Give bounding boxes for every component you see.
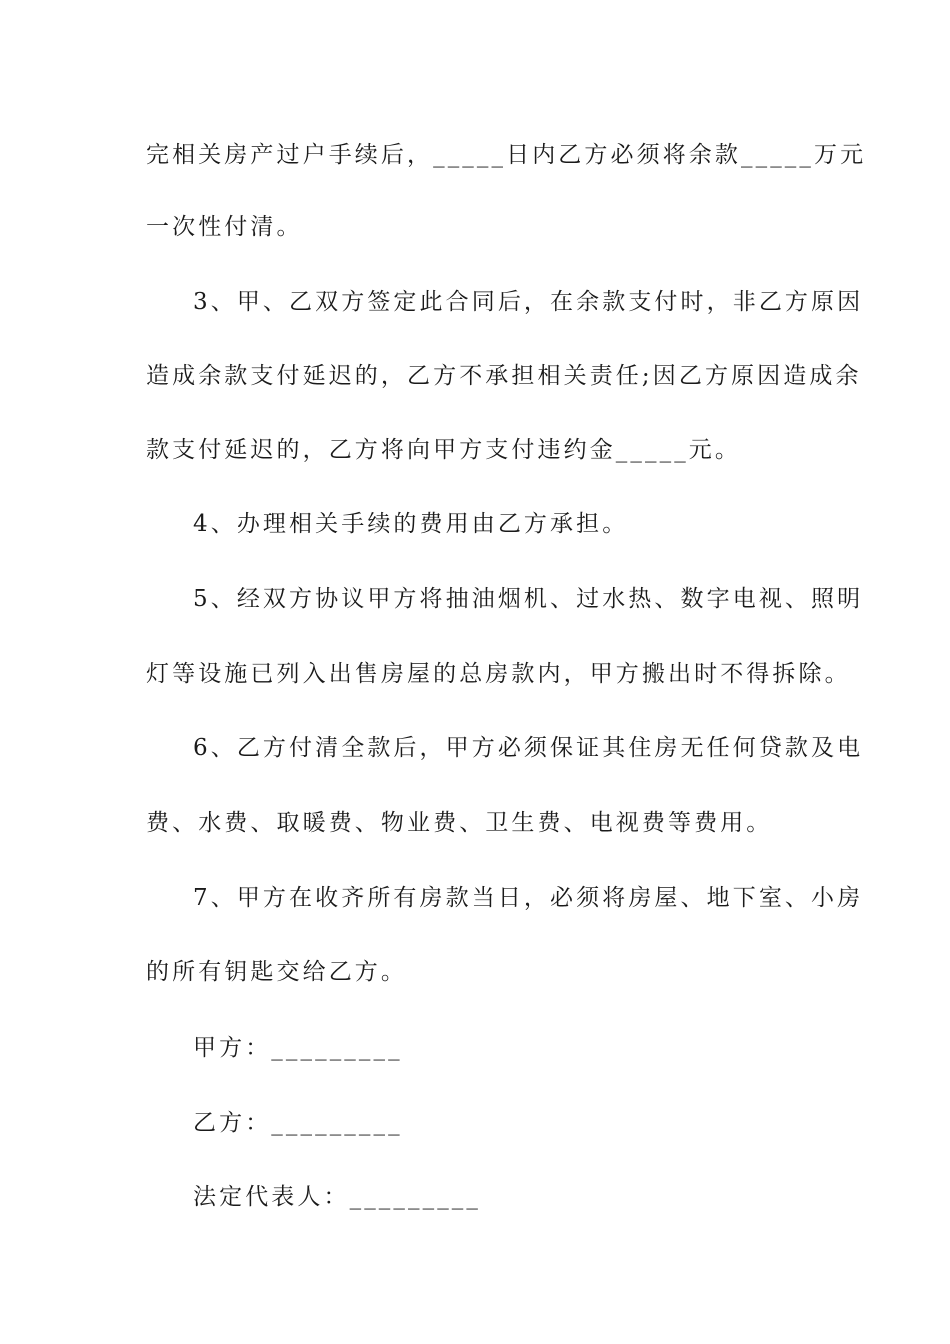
paragraph-line: 一次性付清。 (146, 214, 303, 240)
paragraph-line: 款支付延迟的，乙方将向甲方支付违约金_____元。 (146, 437, 741, 463)
paragraph-line: 7、甲方在收齐所有房款当日，必须将房屋、地下室、小房 (193, 885, 864, 911)
signature-legal-representative: 法定代表人：_________ (193, 1184, 481, 1210)
paragraph-line: 灯等设施已列入出售房屋的总房款内，甲方搬出时不得拆除。 (146, 661, 851, 687)
paragraph-line: 6、乙方付清全款后，甲方必须保证其住房无任何贷款及电 (193, 735, 864, 761)
paragraph-line: 4、办理相关手续的费用由乙方承担。 (193, 511, 629, 537)
signature-party-a: 甲方：_________ (193, 1035, 403, 1061)
paragraph-line: 的所有钥匙交给乙方。 (146, 959, 407, 985)
paragraph-line: 造成余款支付延迟的，乙方不承担相关责任;因乙方原因造成余 (146, 363, 862, 389)
paragraph-line: 完相关房产过户手续后，_____日内乙方必须将余款_____万元 (146, 142, 867, 168)
paragraph-line: 3、甲、乙双方签定此合同后，在余款支付时，非乙方原因 (193, 289, 864, 315)
signature-party-b: 乙方：_________ (193, 1110, 403, 1136)
paragraph-line: 费、水费、取暖费、物业费、卫生费、电视费等费用。 (146, 810, 773, 836)
paragraph-line: 5、经双方协议甲方将抽油烟机、过水热、数字电视、照明 (193, 586, 864, 612)
